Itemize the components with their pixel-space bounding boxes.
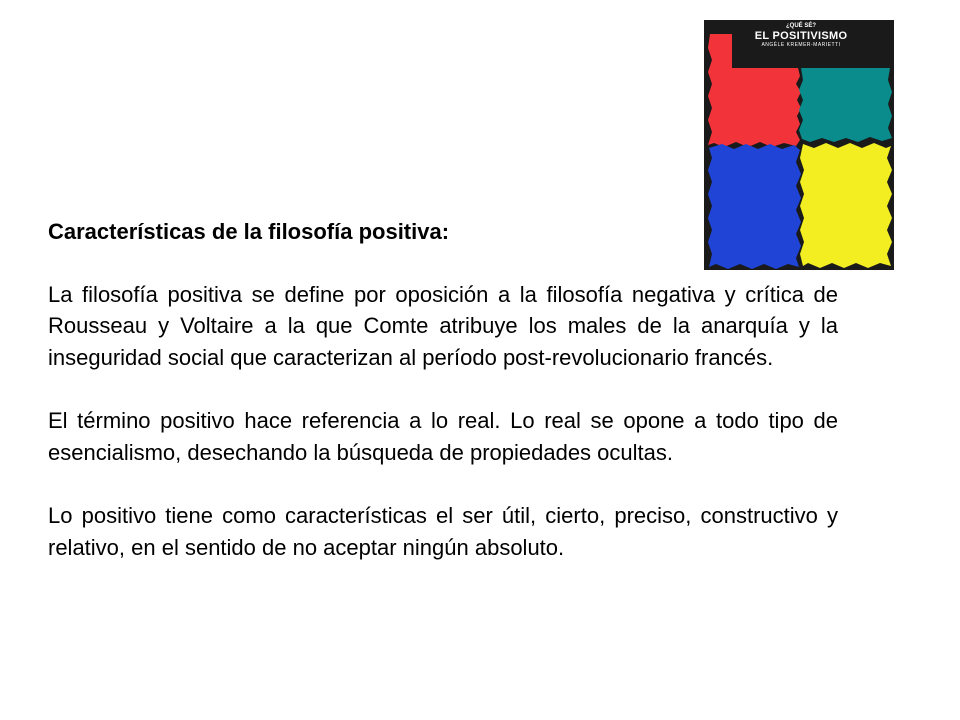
cover-teal-block: [799, 68, 892, 142]
paragraph-definition: La filosofía positiva se define por oposición a la filosofía negativa y crítica de Rousseau y Voltaire a la que Comte atribuye los males de la anarquía y la inseguridad social que caracterizan al período post-revolucionario francés.: [48, 281, 838, 370]
cover-text-block: [726, 23, 876, 49]
cover-title: EL POSITIVISMO: [754, 30, 848, 42]
paragraph-characteristics: Lo positivo tiene como características el ser útil, cierto, preciso, constructivo y relativo, en el sentido de no aceptar ningún absoluto.: [48, 503, 838, 560]
cover-author: ANGÈLE KREMER-MARIETTI: [761, 42, 841, 48]
slide-content: [48, 216, 838, 595]
cover-series: ¿QUÉ SÉ?: [785, 23, 816, 29]
paragraph-positive-term: El término positivo hace referencia a lo real. Lo real se opone a todo tipo de esencialismo, desechando la búsqueda de propiedades ocultas.: [48, 408, 838, 465]
section-heading: Características de la filosofía positiva:: [48, 219, 450, 244]
